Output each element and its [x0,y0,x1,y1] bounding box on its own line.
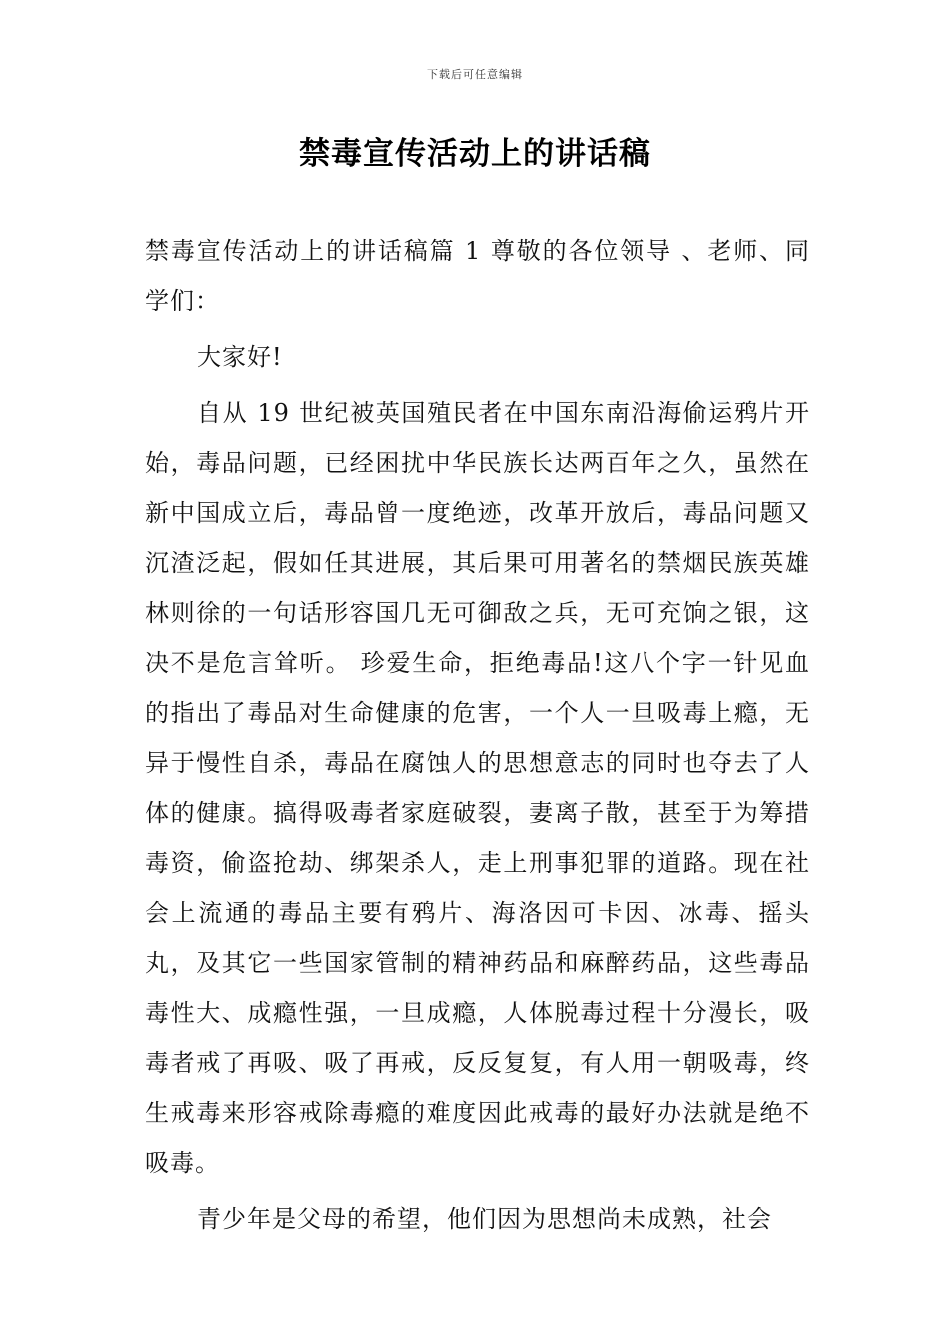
paragraph-greeting: 大家好! [197,343,283,371]
paragraph-intro: 禁毒宣传活动上的讲话稿篇 1 尊敬的各位领导 、老师、同学们： [145,237,810,315]
paragraph-main: 自从 19 世纪被英国殖民者在中国东南沿海偷运鸦片开始，毒品问题，已经困扰中华民族长达两百年之久，虽然在新中国成立后，毒品曾一度绝迹，改革开放后，毒品问题又沉渣泛起，假如任其进展，其后果可用著名的禁烟民族英雄林则徐的一句话形容国几无可御敌之兵，无可充饷之银，这决不是危言耸听。 珍爱生命，拒绝毒品!这八个字一针见血的指出了毒品对生命健康的危害，一个人一旦吸毒上瘾，无异于慢性自杀，毒品在腐蚀人的思想意志的同时也夺去了人体的健康。搞得吸毒者家庭破裂，妻离子散，甚至于为筹措毒资，偷盗抢劫、绑架杀人，走上刑事犯罪的道路。现在社会上流通的毒品主要有鸦片、海洛因可卡因、冰毒、摇头丸，及其它一些国家管制的精神药品和麻醉药品，这些毒品毒性大、成瘾性强，一旦成瘾，人体脱毒过程十分漫长，吸毒者戒了再吸、吸了再戒，反反复复，有人用一朝吸毒，终生戒毒来形容戒除毒瘾的难度因此戒毒的最好办法就是绝不吸毒。 [145,399,810,1177]
page-title: 禁毒宣传活动上的讲话稿 [299,136,651,172]
document-body [145,226,810,1244]
paragraph-youth: 青少年是父母的希望，他们因为思想尚未成熟，社会 [197,1205,772,1233]
header-note: 下载后可任意编辑 [427,68,523,81]
